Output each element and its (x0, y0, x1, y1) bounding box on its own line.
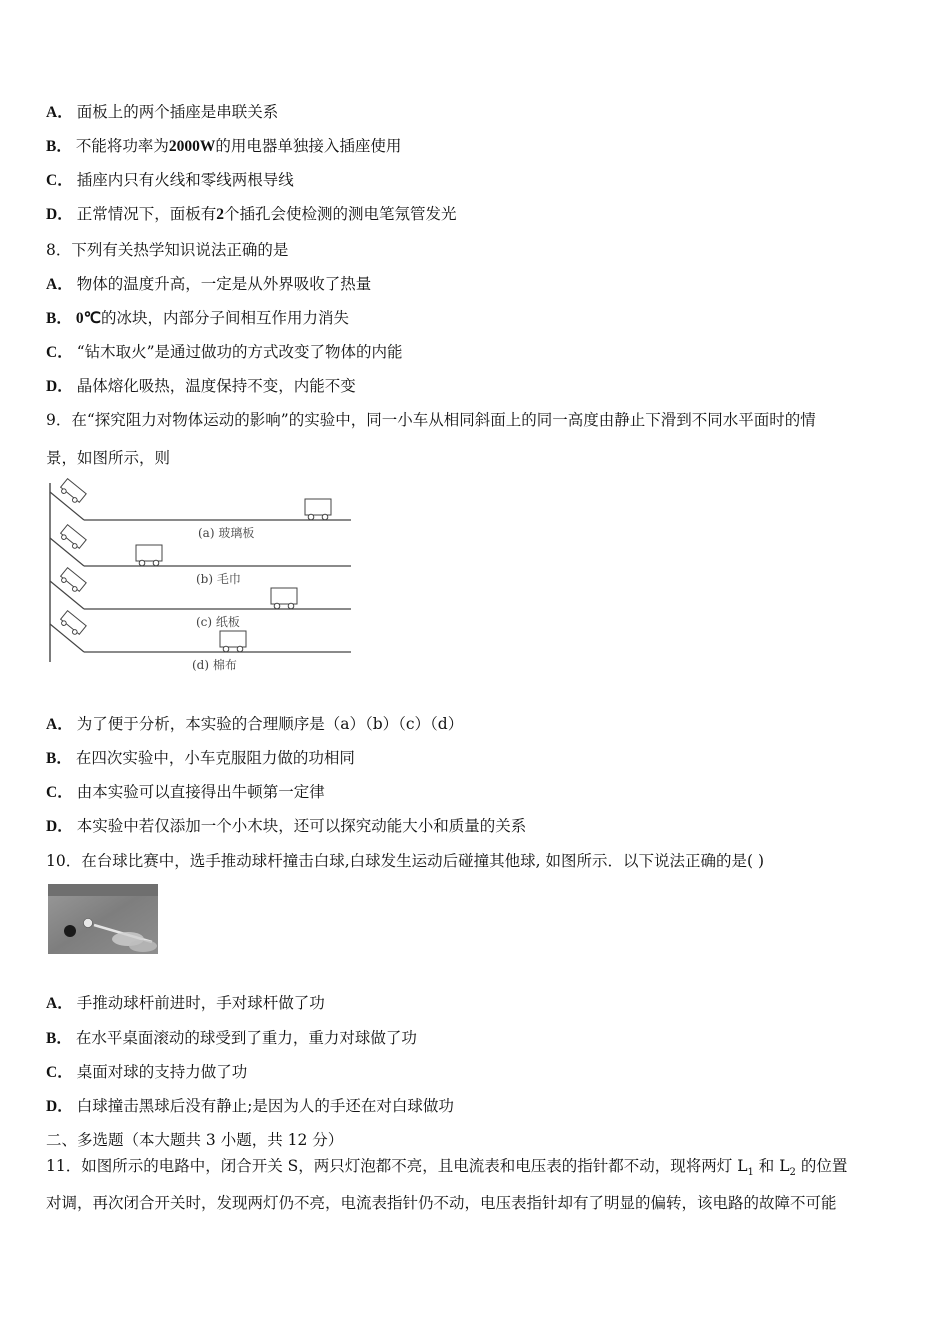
figure-label-b: (b) 毛巾 (196, 572, 241, 586)
white-ball (84, 919, 93, 928)
cart-on-slope-a (59, 479, 87, 505)
cart-on-slope-c (59, 568, 87, 594)
q7-option-d: D． 正常情况下，面板有2个插孔会使检测的测电笔氖管发光 (46, 205, 457, 223)
black-ball (64, 925, 76, 937)
q10-option-c: C． 桌面对球的支持力做了功 (46, 1063, 248, 1081)
figure-label-d: (d) 棉布 (192, 658, 237, 672)
q9-option-b: B． 在四次实验中，小车克服阻力做的功相同 (46, 749, 355, 767)
q8-stem: 8．下列有关热学知识说法正确的是 (46, 241, 289, 259)
q8-option-b: B． 0℃的冰块，内部分子间相互作用力消失 (46, 309, 350, 327)
q7-option-c: C． 插座内只有火线和零线两根导线 (46, 171, 294, 189)
q9-option-c: C． 由本实验可以直接得出牛顿第一定律 (46, 783, 325, 801)
q10-option-d: D． 白球撞击黑球后没有静止;是因为人的手还在对白球做功 (46, 1097, 454, 1115)
cart-stopped-d (220, 631, 246, 652)
figure-label-c: (c) 纸板 (196, 615, 240, 629)
cart-stopped-a (305, 499, 331, 520)
q9-stem-line2: 景，如图所示，则 (46, 449, 171, 467)
q8-option-a: A． 物体的温度升高，一定是从外界吸收了热量 (46, 275, 372, 293)
figure-label-a: (a) 玻璃板 (198, 526, 255, 540)
billiards-photo (48, 884, 158, 954)
q11-stem-line1: 11．如图所示的电路中，闭合开关 S，两只灯泡都不亮，且电流表和电压表的指针都不动，现将两灯 $L_1$ 和 $L_2$ 的位置 (46, 1157, 848, 1179)
q9-option-d: D． 本实验中若仅添加一个小木块，还可以探究动能大小和质量的关系 (46, 817, 527, 835)
track-a (50, 479, 351, 520)
q7-option-a: A． 面板上的两个插座是串联关系 (46, 103, 279, 121)
cart-stopped-b (136, 545, 162, 566)
q8-option-c: C． “钻木取火”是通过做功的方式改变了物体的内能 (46, 343, 403, 361)
q9-option-a: A． 为了便于分析，本实验的合理顺序是（a）（b）（c）（d） (46, 715, 464, 733)
q10-option-b: B． 在水平桌面滚动的球受到了重力，重力对球做了功 (46, 1029, 417, 1047)
q10-stem: 10．在台球比赛中，选手推动球杆撞击白球,白球发生运动后碰撞其他球, 如图所示．以下说法正确的是( ) (46, 852, 765, 870)
incline-experiment-figure (46, 478, 356, 678)
q11-stem-line2: 对调，再次闭合开关时，发现两灯仍不亮，电流表指针仍不动，电压表指针却有了明显的偏转，该电路的故障不可能 (46, 1194, 837, 1212)
q10-option-a: A． 手推动球杆前进时，手对球杆做了功 (46, 994, 325, 1012)
cart-on-slope-b (59, 525, 87, 551)
q7-option-b: B． 不能将功率为2000W的用电器单独接入插座使用 (46, 137, 402, 155)
cart-stopped-c (271, 588, 297, 609)
cart-on-slope-d (59, 611, 87, 637)
q8-option-d: D． 晶体熔化吸热，温度保持不变，内能不变 (46, 377, 356, 395)
q9-stem-line1: 9．在“探究阻力对物体运动的影响”的实验中，同一小车从相同斜面上的同一高度由静止下滑到不同水平面时的情 (46, 411, 816, 429)
section-heading: 二、多选题（本大题共 3 小题，共 12 分） (46, 1131, 344, 1149)
